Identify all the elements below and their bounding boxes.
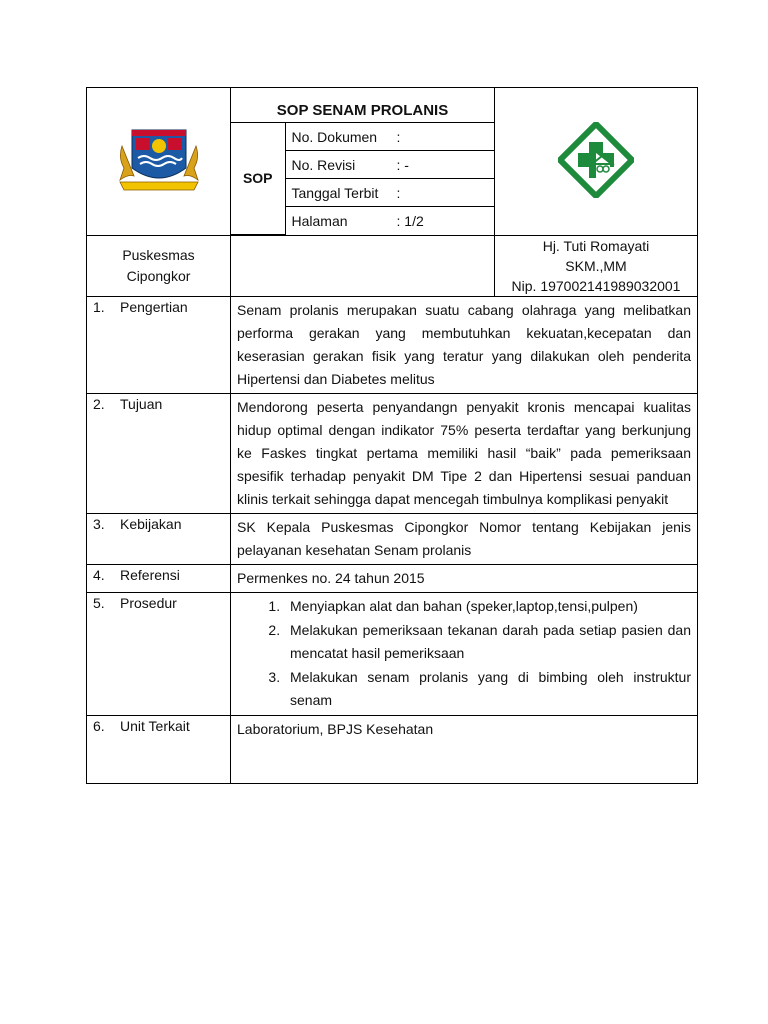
section-row-referensi [87,565,698,593]
section-label-cell [87,715,231,783]
signer-name: Hj. Tuti Romayati [542,238,650,254]
header-middle-cell [231,88,495,236]
section-label-cell [87,593,231,716]
section-label: Tujuan [120,396,163,412]
section-label: Unit Terkait [120,717,190,734]
section-label-cell [87,565,231,593]
section-label: Pengertian [120,299,188,315]
blank-cell [231,236,495,297]
section-text: Permenkes no. 24 tahun 2015 [231,565,698,593]
signer-nip: Nip. 197002141989032001 [511,278,681,294]
section-label: Prosedur [120,595,177,611]
section-number: 1. [93,299,105,315]
unit-name-cell [87,236,231,297]
left-logo-cell [87,88,231,236]
field-value: : - [396,156,409,173]
field-halaman [285,207,494,235]
section-row-tujuan [87,394,698,514]
signer-cell [495,236,698,297]
unit-name-line1: Puskesmas [122,247,195,263]
document-title: SOP SENAM PROLANIS [276,102,449,119]
section-number: 5. [93,595,105,611]
right-logo-cell [495,88,698,236]
section-row-pengertian [87,297,698,394]
list-item: 1. Menyiapkan alat dan bahan (speker,laptop,tensi,pulpen) [284,595,691,619]
section-number: 6. [93,717,105,734]
field-label: Halaman [291,212,348,229]
section-row-prosedur [87,593,698,716]
section-text: Laboratorium, BPJS Kesehatan [231,715,698,783]
regency-crest-icon [114,124,204,196]
section-text: Senam prolanis merupakan suatu cabang olahraga yang melibatkan performa gerakan yang membutuhkan kekuatan,kecepatan dan keserasian gerakan fisik yang teratur yang dilakukan oleh penderita Hipertensi dan Diabetes melitus [231,297,698,394]
section-label-cell [87,514,231,565]
section-text: SK Kepala Puskesmas Cipongkor Nomor tentang Kebijakan jenis pelayanan kesehatan Senam prolanis [231,514,698,565]
section-label: Kebijakan [120,516,182,532]
unit-name-line2: Cipongkor [126,268,191,284]
field-no-dokumen [285,123,494,151]
section-number: 4. [93,567,105,583]
procedure-cell [231,593,698,716]
field-value: : 1/2 [396,212,424,229]
section-label: Referensi [120,567,180,583]
section-text: Mendorong peserta penyandangn penyakit kronis mencapai kualitas hidup optimal dengan indikator 75% peserta terdaftar yang berkunjung ke Faskes tingkat pertama memiliki hasil “baik” pada pemeriksaan spesifik terhadap penyakit DM Tipe 2 dan Hipertensi sesuai panduan klinis terkait sehingga dapat mencegah timbulnya komplikasi penyakit [231,394,698,514]
field-label: Tanggal Terbit [291,184,379,201]
field-label: No. Dokumen [291,128,378,145]
section-row-kebijakan [87,514,698,565]
field-tanggal-terbit [285,179,494,207]
signer-title: SKM.,MM [565,258,627,274]
puskesmas-cross-icon [558,122,634,198]
field-value: : [396,184,401,201]
section-label-cell [87,297,231,394]
sop-table [86,87,698,784]
section-row-unit-terkait [87,715,698,783]
document-info-table [231,122,494,235]
section-number: 2. [93,396,105,412]
section-label-cell [87,394,231,514]
field-value: : [396,128,401,145]
field-label: No. Revisi [291,156,356,173]
list-item: 3. Melakukan senam prolanis yang di bimbing oleh instruktur senam [284,666,691,713]
list-item: 2. Melakukan pemeriksaan tekanan darah pada setiap pasien dan mencatat hasil pemeriksaan [284,619,691,666]
procedure-steps [237,595,691,713]
sop-label: SOP [231,123,285,235]
field-no-revisi [285,151,494,179]
section-number: 3. [93,516,105,532]
